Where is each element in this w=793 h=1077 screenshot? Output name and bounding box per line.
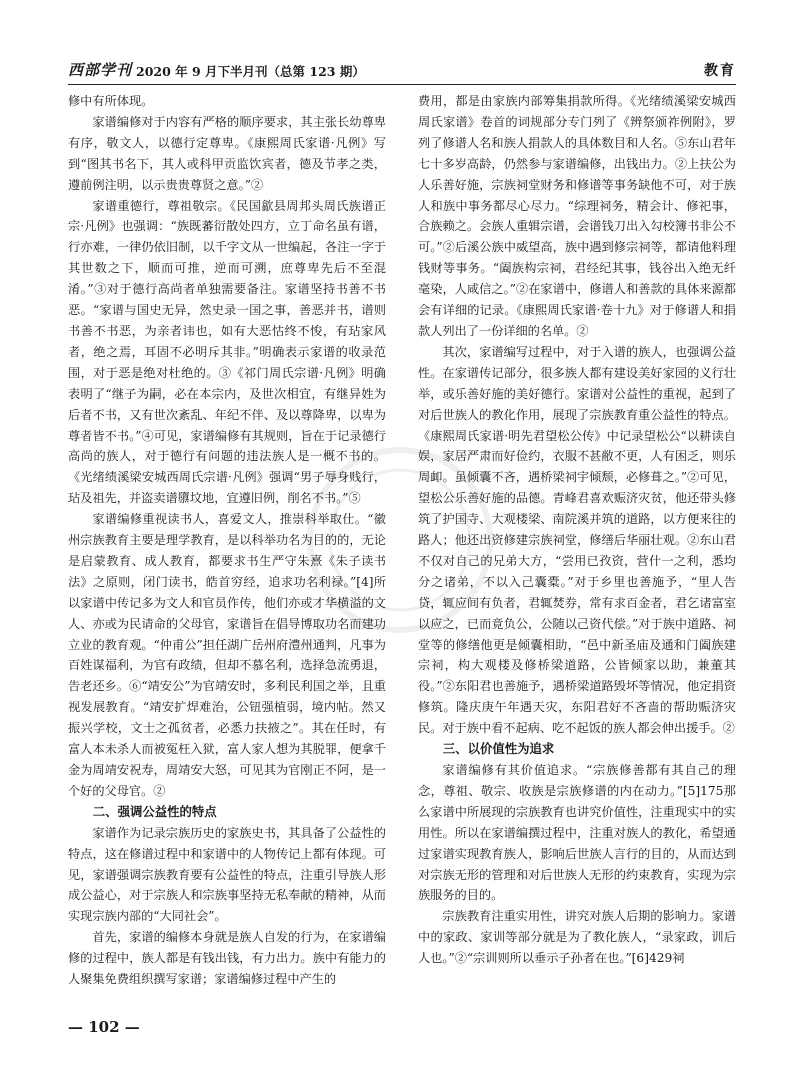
page-number: — 102 — xyxy=(68,1018,140,1036)
paragraph: 家谱重德行，尊祖敬宗。《民国歙县周邦头周氏族谱正宗·凡例》也强调：“族既蕃衍散处四方，立丁命名虽有谱，行亦难，一律仍依旧制，以千字文从一世编起，各注一字于其世数之下，顺而可推，逆而可溯，庶尊卑先后不至混淆。”③对于德行高尚者单独需要备注。家谱坚持书善不书恶。“家谱与国史无异，然史录一国之事，善恶并书，谱则书善不书恶，为亲者讳也，如有大恶怙终不悛，有玷家风者，绝之焉，耳固不必明斥其非。”明确表示家谱的收录范围，对于恶是绝对杜绝的。③《祁门周氏宗谱·凡例》明确表明了“继子为嗣，必在本宗内，及世次相宜，有继异姓为后者不书，又有世次紊乱、年纪不伴、及以尊降卑，以卑为尊者皆不书。”④可见，家谱编修有其规则，旨在于记录德行高尚的族人，对于德行有问题的违法族人是一概不书的。《光绪绩溪梁安城西周氏宗谱·凡例》强调“男子辱身贱行，玷及祖先，并盗卖谱隳坟地，宜遵旧例，削名不书。”⑤ xyxy=(68,198,386,506)
right-column xyxy=(418,91,736,996)
paragraph: 首先，家谱的编修本身就是族人自发的行为，在家谱编修的过程中，族人都是有钱出钱，有力出力。族中有能力的人聚集免费组织撰写家谱；家谱编修过程中产生的 xyxy=(68,930,386,987)
paragraph: 家谱作为记录宗族历史的家族史书，其具备了公益性的特点，这在修谱过程中和家谱中的人物传记上都有体现。可见，家谱强调宗族教育要有公益性的特点，注重引导族人形成公益心，对于宗族人和宗族事坚持无私奉献的精神，从而实现宗族内部的“大同社会”。 xyxy=(68,825,386,924)
paragraph: 其次，家谱编写过程中，对于入谱的族人，也强调公益性。在家谱传记部分，很多族人都有建设美好家园的义行壮举，或乐善好施的美好德行。家谱对公益性的重视，起到了对后世族人的教化作用，展现了宗族教育重公益性的特点。《康熙周氏家谱·明先君望松公传》中记录望松公“以耕读自娱，家居严肃而好俭约，衣服不甚敝不更，人有困乏，则乐周卹。虽倾囊不吝，遇桥梁祠宇倾颓，必修葺之。”②可见，望松公乐善好施的品德。青峰君喜欢赈济灾贫，他还带头修筑了护国寺、大观楼梁、南院溪并筑的道路，以方便来往的路人；他还出资修建宗族祠堂，修缮后华丽壮观。②东山君不仅对自己的兄弟大方，“尝用已孜资，营什一之利，悉均分之诸弟，不以入己囊橐。”对于乡里也善施予，“里人告贷，辄应间有负者，君辄焚券，常有求百金者，君乞诸富室以应之，已而竟负公，公随以己资代偿。”对于族中道路、祠堂等的修缮他更是倾囊相助，“邑中新圣庙及通和门阖族建宗祠，构大观楼及修桥梁道路，公皆倾家以助，兼董其役。”②东阳君也善施予，遇桥梁道路毁坏等情况，他定捐资修筑。隆庆庚午年遇天灾，东阳君好不吝啬的帮助赈济灾民。对于族中看不起病、吃不起饭的族人都会伸出援手。② xyxy=(418,344,736,736)
section-label: 教育 xyxy=(704,63,736,79)
paragraph: 家谱编修有其价值追求。“宗族修善都有其自己的理念，尊祖、敬宗、收族是宗族修谱的内在动力。”[5]175那么家谱中所展现的宗族教育也讲究价值性，注重现实中的实用性。所以在家谱编撰过程中，注重对族人的教化，希望通过家谱实现教育族人，影响后世族人言行的目的，从而达到对宗族无形的管理和对后世族人无形的约束教育，实现为宗族服务的目的。 xyxy=(418,763,736,903)
issue-info: 2020 年 9 月下半月刊（总第 123 期） xyxy=(136,64,365,79)
paragraph: 费用，都是由家族内部筹集捐款所得。《光绪绩溪梁安城西周氏家谱》卷首的词规部分专门列了《辨祭颁祚例附》，罗列了修谱人名和族人捐款人的具体数目和人名。⑤东山君年七十多岁高龄，仍然参与家谱编修，出钱出力。②上扶公为人乐善好施，宗族祠堂财务和修谱等事务缺他不可，对于族人和族中事务都尽心尽力。“综理祠务，精会计、修祀事，合族赖之。会族人重辑宗谱，会谱钱刀出入勾校簿书非公不可。”②后溪公族中威望高，族中遇到修宗祠等，都请他料理钱财等事务。“阖族构宗祠，君经纪其事，钱谷出入绝无纤毫染，人咸信之。”②在家谱中，修谱人和善款的具体来源都会有详细的记录。《康熙周氏家谱·卷十九》对于修谱人和捐款人列出了一份详细的名单。② xyxy=(418,94,736,338)
header-left xyxy=(68,59,365,80)
left-column xyxy=(68,91,386,996)
journal-masthead: 西部学刊 xyxy=(68,61,133,79)
header-rule xyxy=(68,84,736,85)
page-header xyxy=(68,60,736,80)
paragraph: 修中有所体现。 xyxy=(68,94,154,108)
section-heading: 二、强调公益性的特点 xyxy=(92,803,217,819)
paragraph: 家谱编修对于内容有严格的顺序要求，其主张长幼尊卑有序，敬文人，以德行定尊卑。《康熙周氏家谱·凡例》写到“图其书名下，其人或科甲贡监饮宾者，德及节孝之类，遵前例注明，以示贵贵尊贤之意。”② xyxy=(68,114,386,192)
paragraph: 宗族教育注重实用性，讲究对族人后期的影响力。家谱中的家政、家训等部分就是为了教化族人，“录家政，训后人也。”②“宗训则所以垂示子孙者在也。”[6]429祠 xyxy=(418,909,736,966)
section-heading: 三、以价值性为追求 xyxy=(442,741,555,757)
paragraph: 家谱编修重视读书人，喜爱文人，推崇科举取仕。“徽州宗族教育主要是理学教育，是以科举功名为目的的，无论是启蒙教育、成人教育，都要求书生严守朱熹《朱子读书法》之原则，闭门读书，皓首穷经，追求功名利禄。”[4]所以家谱中传记多为文人和官员作传，他们亦或才华横溢的文人、亦或为民请命的父母官，家谱旨在倡导博取功名而建功立业的教育观。“仲甫公”担任湖广岳州府澧州通判，凡事为百姓谋福利，为官有政绩，但却不慕名利，选择急流勇退，告老还乡。⑥“靖安公”为官靖安时，多利民利国之举，且重视发展教育。“靖安扩焊难治，公钮强植弱，境内帖。然又振兴学校，文士之孤贫者，必悉力扶掖之”。其在任时，有富人本未杀人而被冤枉入狱，富人家人想为其脱罪，便拿千金为周靖安祝寿，周靖安大怒，可见其为官刚正不阿，是一个好的父母官。② xyxy=(68,512,386,798)
